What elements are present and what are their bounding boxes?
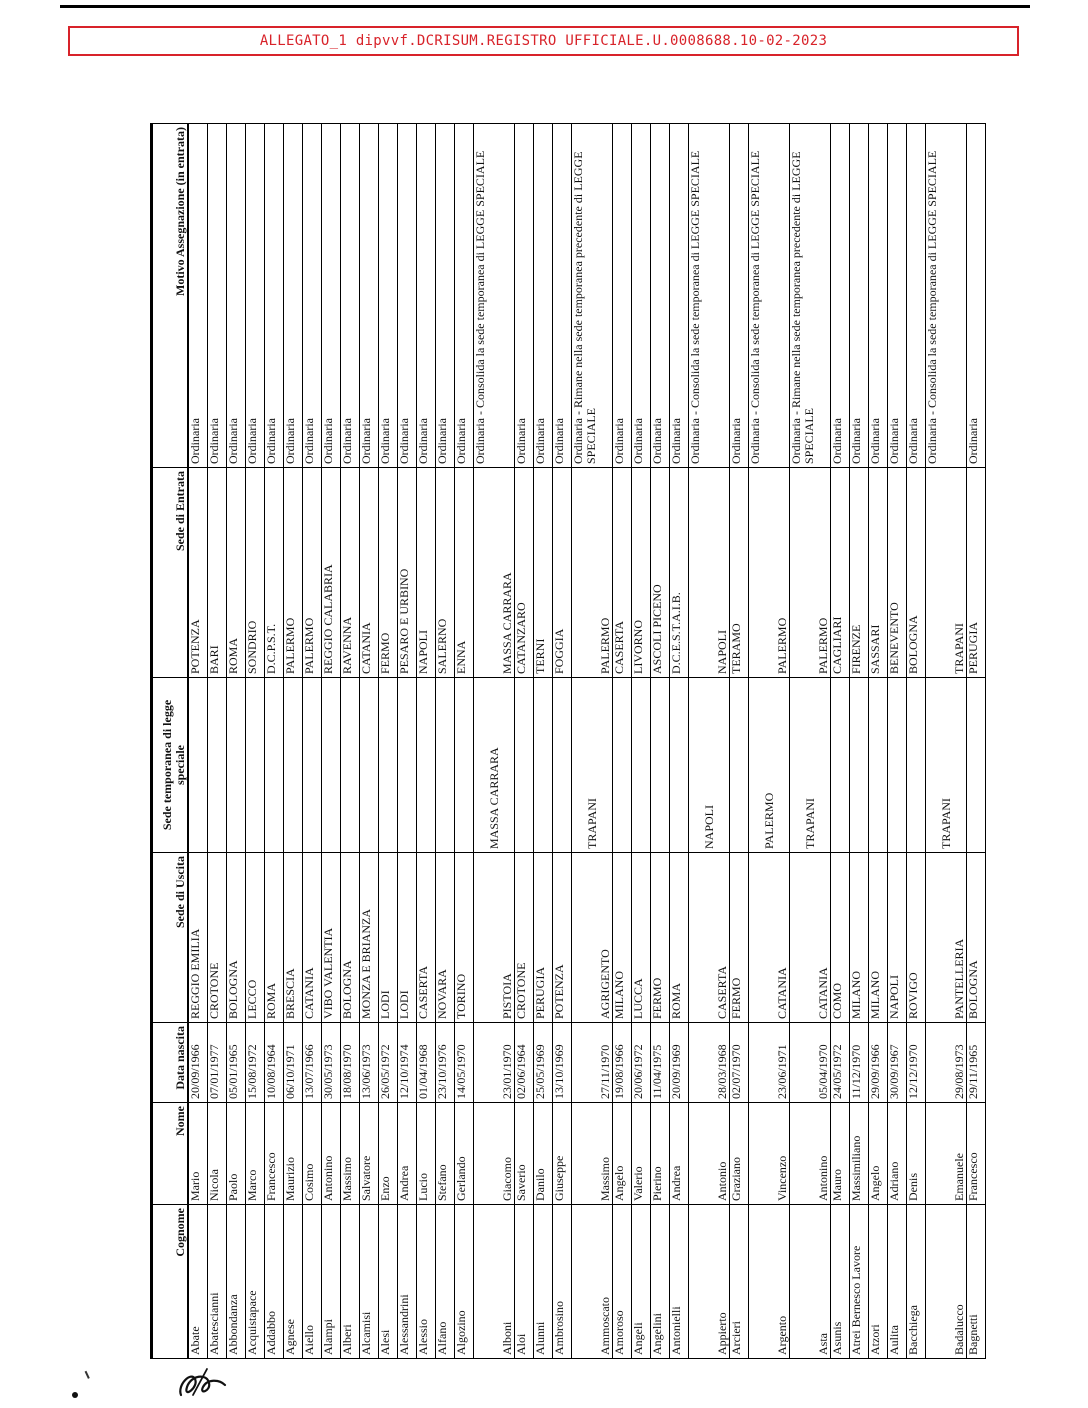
cell-motivo: Ordinaria: [341, 124, 360, 468]
cell-cognome: Bagnetti: [967, 1205, 986, 1359]
table-row: [790, 124, 831, 1359]
table-row: [967, 124, 986, 1359]
cell-sede-temporanea: [284, 678, 303, 853]
cell-data-nascita: 01/04/1968: [417, 1023, 436, 1103]
cell-sede-uscita: POTENZA: [553, 853, 572, 1023]
cell-cognome: Addabbo: [265, 1205, 284, 1359]
cell-sede-entrata: BENEVENTO: [888, 468, 907, 678]
cell-nome: Giuseppe: [553, 1103, 572, 1205]
cell-sede-entrata: CAGLIARI: [831, 468, 850, 678]
table-body: [188, 124, 986, 1359]
cell-motivo: Ordinaria - Consolida la sede temporanea di LEGGE SPECIALE: [749, 124, 790, 468]
cell-sede-temporanea: [208, 678, 227, 853]
cell-data-nascita: 05/01/1965: [227, 1023, 246, 1103]
cell-cognome: Acquistapace: [246, 1205, 265, 1359]
cell-nome: Mario: [188, 1103, 208, 1205]
cell-cognome: Atrei Bernesco Lavore: [850, 1205, 869, 1359]
cell-sede-entrata: RAVENNA: [341, 468, 360, 678]
cell-sede-entrata: PALERMO: [284, 468, 303, 678]
cell-sede-uscita: MILANO: [850, 853, 869, 1023]
table-row: [360, 124, 379, 1359]
cell-data-nascita: 30/09/1967: [888, 1023, 907, 1103]
cell-sede-temporanea: [436, 678, 455, 853]
cell-sede-entrata: POTENZA: [188, 468, 208, 678]
cell-nome: Massimo: [341, 1103, 360, 1205]
cell-sede-temporanea: [850, 678, 869, 853]
cell-sede-uscita: COMO: [831, 853, 850, 1023]
cell-nome: Giacomo: [474, 1103, 515, 1205]
cell-sede-uscita: CROTONE: [208, 853, 227, 1023]
cell-sede-uscita: CASERTA: [417, 853, 436, 1023]
cell-motivo: Ordinaria - Consolida la sede temporanea di LEGGE SPECIALE: [926, 124, 967, 468]
cell-sede-temporanea: [188, 678, 208, 853]
cell-sede-temporanea: [651, 678, 670, 853]
cell-sede-temporanea: [455, 678, 474, 853]
cell-motivo: Ordinaria - Rimane nella sede temporanea precedente di LEGGE SPECIALE: [790, 124, 831, 468]
cell-sede-temporanea: TRAPANI: [572, 678, 613, 853]
cell-sede-uscita: CATANIA: [303, 853, 322, 1023]
cell-motivo: Ordinaria: [379, 124, 398, 468]
cell-motivo: Ordinaria: [850, 124, 869, 468]
cell-motivo: Ordinaria: [208, 124, 227, 468]
cell-sede-entrata: PALERMO: [572, 468, 613, 678]
cell-motivo: Ordinaria - Rimane nella sede temporanea precedente di LEGGE SPECIALE: [572, 124, 613, 468]
cell-nome: Francesco: [265, 1103, 284, 1205]
table-row: [670, 124, 689, 1359]
cell-motivo: Ordinaria: [967, 124, 986, 468]
cell-sede-temporanea: [670, 678, 689, 853]
cell-nome: Antonino: [322, 1103, 341, 1205]
cell-sede-temporanea: [417, 678, 436, 853]
cell-sede-entrata: FOGGIA: [553, 468, 572, 678]
cell-sede-entrata: D.C.P.S.T.: [265, 468, 284, 678]
cell-nome: Paolo: [227, 1103, 246, 1205]
cell-sede-uscita: BOLOGNA: [341, 853, 360, 1023]
cell-motivo: Ordinaria - Consolida la sede temporanea di LEGGE SPECIALE: [474, 124, 515, 468]
cell-cognome: Ambrosino: [553, 1205, 572, 1359]
cell-nome: Francesco: [967, 1103, 986, 1205]
cell-nome: Saverio: [515, 1103, 534, 1205]
cell-sede-entrata: CATANIA: [360, 468, 379, 678]
cell-sede-temporanea: [831, 678, 850, 853]
scan-mark: [72, 1392, 78, 1398]
cell-data-nascita: 29/08/1973: [926, 1023, 967, 1103]
cell-data-nascita: 20/09/1969: [670, 1023, 689, 1103]
signature-icon: [173, 1365, 233, 1403]
cell-sede-temporanea: [341, 678, 360, 853]
cell-data-nascita: 27/11/1970: [572, 1023, 613, 1103]
cell-data-nascita: 11/04/1975: [651, 1023, 670, 1103]
table-row: [208, 124, 227, 1359]
cell-nome: Valerio: [632, 1103, 651, 1205]
cell-cognome: Alampi: [322, 1205, 341, 1359]
cell-data-nascita: 10/08/1964: [265, 1023, 284, 1103]
cell-cognome: Amoroso: [613, 1205, 632, 1359]
cell-motivo: Ordinaria: [227, 124, 246, 468]
cell-nome: Denis: [907, 1103, 926, 1205]
cell-sede-uscita: MONZA E BRIANZA: [360, 853, 379, 1023]
cell-motivo: Ordinaria: [651, 124, 670, 468]
cell-data-nascita: 15/08/1972: [246, 1023, 265, 1103]
cell-motivo: Ordinaria: [553, 124, 572, 468]
cell-sede-entrata: D.C.E.S.T.A.I.B.: [670, 468, 689, 678]
col-header-motivo: Motivo Assegnazione (in entrata): [152, 124, 189, 468]
cell-sede-entrata: PALERMO: [790, 468, 831, 678]
cell-sede-entrata: NAPOLI: [417, 468, 436, 678]
cell-nome: Massimo: [572, 1103, 613, 1205]
cell-sede-temporanea: [907, 678, 926, 853]
cell-nome: Antonino: [790, 1103, 831, 1205]
col-header-data-nascita: Data nascita: [152, 1023, 189, 1103]
cell-motivo: Ordinaria: [188, 124, 208, 468]
cell-sede-temporanea: [632, 678, 651, 853]
cell-cognome: Alcamisi: [360, 1205, 379, 1359]
cell-cognome: Abate: [188, 1205, 208, 1359]
cell-nome: Angelo: [613, 1103, 632, 1205]
cell-motivo: Ordinaria: [246, 124, 265, 468]
cell-sede-temporanea: [553, 678, 572, 853]
cell-sede-temporanea: TRAPANI: [926, 678, 967, 853]
cell-sede-uscita: PANTELLERIA: [926, 853, 967, 1023]
cell-data-nascita: 07/01/1977: [208, 1023, 227, 1103]
cell-cognome: Ammoscato: [572, 1205, 613, 1359]
cell-sede-temporanea: [967, 678, 986, 853]
cell-motivo: Ordinaria: [730, 124, 749, 468]
cell-data-nascita: 29/11/1965: [967, 1023, 986, 1103]
table-row: [515, 124, 534, 1359]
cell-nome: Graziano: [730, 1103, 749, 1205]
cell-sede-entrata: CASERTA: [613, 468, 632, 678]
protocol-text: ALLEGATO_1 dipvvf.DCRISUM.REGISTRO UFFICIALE.U.0008688.10-02-2023: [259, 33, 828, 49]
cell-cognome: Aulita: [888, 1205, 907, 1359]
cell-sede-entrata: TERNI: [534, 468, 553, 678]
table-row: [417, 124, 436, 1359]
col-header-sede-uscita: Sede di Uscita: [152, 853, 189, 1023]
cell-nome: Maurizio: [284, 1103, 303, 1205]
cell-nome: Andrea: [398, 1103, 417, 1205]
cell-cognome: Alesi: [379, 1205, 398, 1359]
table-row: [888, 124, 907, 1359]
cell-data-nascita: 13/07/1966: [303, 1023, 322, 1103]
cell-cognome: Asunis: [831, 1205, 850, 1359]
cell-cognome: Agnese: [284, 1205, 303, 1359]
cell-sede-entrata: FERMO: [379, 468, 398, 678]
cell-sede-uscita: ROMA: [670, 853, 689, 1023]
cell-nome: Stefano: [436, 1103, 455, 1205]
cell-data-nascita: 25/05/1969: [534, 1023, 553, 1103]
cell-sede-temporanea: [379, 678, 398, 853]
cell-cognome: Alessandrini: [398, 1205, 417, 1359]
cell-cognome: Angeli: [632, 1205, 651, 1359]
cell-sede-entrata: ENNA: [455, 468, 474, 678]
table-row: [379, 124, 398, 1359]
cell-data-nascita: 23/10/1976: [436, 1023, 455, 1103]
cell-cognome: Alfano: [436, 1205, 455, 1359]
cell-motivo: Ordinaria: [360, 124, 379, 468]
cell-motivo: Ordinaria: [284, 124, 303, 468]
cell-data-nascita: 23/06/1971: [749, 1023, 790, 1103]
cell-cognome: Alunni: [534, 1205, 553, 1359]
cell-sede-uscita: CATANIA: [790, 853, 831, 1023]
cell-sede-uscita: LUCCA: [632, 853, 651, 1023]
cell-cognome: Alessio: [417, 1205, 436, 1359]
cell-sede-temporanea: PALERMO: [749, 678, 790, 853]
col-header-sede-entrata: Sede di Entrata: [152, 468, 189, 678]
cell-motivo: Ordinaria: [632, 124, 651, 468]
cell-cognome: Asta: [790, 1205, 831, 1359]
cell-sede-temporanea: TRAPANI: [790, 678, 831, 853]
top-rule: [60, 5, 1030, 8]
cell-motivo: Ordinaria: [888, 124, 907, 468]
table-row: [926, 124, 967, 1359]
cell-sede-entrata: TRAPANI: [926, 468, 967, 678]
cell-sede-temporanea: [534, 678, 553, 853]
table-row: [651, 124, 670, 1359]
cell-sede-temporanea: [515, 678, 534, 853]
cell-sede-temporanea: [360, 678, 379, 853]
cell-sede-entrata: BOLOGNA: [907, 468, 926, 678]
cell-data-nascita: 29/09/1966: [869, 1023, 888, 1103]
cell-sede-uscita: LODI: [379, 853, 398, 1023]
cell-sede-entrata: PESARO E URBINO: [398, 468, 417, 678]
table-row: [869, 124, 888, 1359]
cell-cognome: Alberi: [341, 1205, 360, 1359]
cell-sede-uscita: NAPOLI: [888, 853, 907, 1023]
cell-sede-entrata: SONDRIO: [246, 468, 265, 678]
cell-sede-uscita: FERMO: [651, 853, 670, 1023]
cell-cognome: Badalucco: [926, 1205, 967, 1359]
cell-cognome: Argento: [749, 1205, 790, 1359]
cell-sede-uscita: VIBO VALENTIA: [322, 853, 341, 1023]
cell-nome: Pierino: [651, 1103, 670, 1205]
cell-cognome: Arcieri: [730, 1205, 749, 1359]
cell-sede-temporanea: NAPOLI: [689, 678, 730, 853]
cell-nome: Vincenzo: [749, 1103, 790, 1205]
cell-sede-uscita: NOVARA: [436, 853, 455, 1023]
cell-data-nascita: 28/03/1968: [689, 1023, 730, 1103]
cell-sede-uscita: FERMO: [730, 853, 749, 1023]
cell-motivo: Ordinaria: [322, 124, 341, 468]
table-row: [398, 124, 417, 1359]
cell-sede-temporanea: [613, 678, 632, 853]
protocol-stamp: [68, 26, 1019, 56]
cell-sede-entrata: SALERNO: [436, 468, 455, 678]
cell-sede-uscita: REGGIO EMILIA: [188, 853, 208, 1023]
cell-nome: Cosimo: [303, 1103, 322, 1205]
table-header-row: [152, 124, 189, 1359]
cell-cognome: Antonielli: [670, 1205, 689, 1359]
table-row: [436, 124, 455, 1359]
assignment-table: [150, 123, 986, 1359]
cell-sede-uscita: LECCO: [246, 853, 265, 1023]
cell-data-nascita: 13/10/1969: [553, 1023, 572, 1103]
cell-motivo: Ordinaria: [907, 124, 926, 468]
table-row: [632, 124, 651, 1359]
table-row: [341, 124, 360, 1359]
table-row: [227, 124, 246, 1359]
cell-cognome: Aiello: [303, 1205, 322, 1359]
table-row: [322, 124, 341, 1359]
cell-nome: Danilo: [534, 1103, 553, 1205]
cell-data-nascita: 05/04/1970: [790, 1023, 831, 1103]
cell-data-nascita: 11/12/1970: [850, 1023, 869, 1103]
cell-sede-entrata: LIVORNO: [632, 468, 651, 678]
cell-data-nascita: 30/05/1973: [322, 1023, 341, 1103]
cell-nome: Adriano: [888, 1103, 907, 1205]
cell-data-nascita: 24/05/1972: [831, 1023, 850, 1103]
cell-sede-uscita: PISTOIA: [474, 853, 515, 1023]
cell-data-nascita: 19/08/1966: [613, 1023, 632, 1103]
cell-sede-temporanea: [265, 678, 284, 853]
cell-motivo: Ordinaria: [455, 124, 474, 468]
cell-sede-entrata: CATANZARO: [515, 468, 534, 678]
table-row: [474, 124, 515, 1359]
cell-nome: Gerlando: [455, 1103, 474, 1205]
cell-data-nascita: 26/05/1972: [379, 1023, 398, 1103]
cell-motivo: Ordinaria: [515, 124, 534, 468]
cell-motivo: Ordinaria: [670, 124, 689, 468]
scan-tick: [85, 1369, 94, 1379]
table-row: [689, 124, 730, 1359]
col-header-nome: Nome: [152, 1103, 189, 1205]
cell-sede-uscita: MILANO: [613, 853, 632, 1023]
table-row: [553, 124, 572, 1359]
cell-sede-uscita: PERUGIA: [534, 853, 553, 1023]
cell-sede-temporanea: [888, 678, 907, 853]
cell-sede-uscita: MILANO: [869, 853, 888, 1023]
rotated-content: [150, 124, 980, 1359]
cell-sede-temporanea: [303, 678, 322, 853]
cell-nome: Marco: [246, 1103, 265, 1205]
cell-sede-uscita: BOLOGNA: [967, 853, 986, 1023]
cell-sede-uscita: CROTONE: [515, 853, 534, 1023]
table-row: [265, 124, 284, 1359]
cell-data-nascita: 23/01/1970: [474, 1023, 515, 1103]
cell-sede-entrata: FIRENZE: [850, 468, 869, 678]
table-row: [455, 124, 474, 1359]
cell-motivo: Ordinaria: [265, 124, 284, 468]
cell-sede-temporanea: [869, 678, 888, 853]
cell-sede-temporanea: [730, 678, 749, 853]
table-row: [246, 124, 265, 1359]
cell-data-nascita: 02/07/1970: [730, 1023, 749, 1103]
table-row: [303, 124, 322, 1359]
cell-nome: Emanuele: [926, 1103, 967, 1205]
cell-nome: Nicola: [208, 1103, 227, 1205]
cell-sede-entrata: PALERMO: [749, 468, 790, 678]
cell-data-nascita: 14/05/1970: [455, 1023, 474, 1103]
cell-motivo: Ordinaria: [303, 124, 322, 468]
cell-sede-temporanea: [322, 678, 341, 853]
cell-data-nascita: 06/10/1971: [284, 1023, 303, 1103]
cell-sede-uscita: BRESCIA: [284, 853, 303, 1023]
cell-cognome: Aloi: [515, 1205, 534, 1359]
cell-sede-temporanea: MASSA CARRARA: [474, 678, 515, 853]
cell-sede-entrata: PALERMO: [303, 468, 322, 678]
cell-nome: Andrea: [670, 1103, 689, 1205]
cell-sede-temporanea: [246, 678, 265, 853]
table-row: [613, 124, 632, 1359]
cell-sede-temporanea: [227, 678, 246, 853]
cell-sede-entrata: PERUGIA: [967, 468, 986, 678]
cell-sede-entrata: MASSA CARRARA: [474, 468, 515, 678]
cell-motivo: Ordinaria: [398, 124, 417, 468]
cell-nome: Angelo: [869, 1103, 888, 1205]
table-row: [850, 124, 869, 1359]
cell-nome: Mauro: [831, 1103, 850, 1205]
cell-nome: Enzo: [379, 1103, 398, 1205]
cell-cognome: Alboni: [474, 1205, 515, 1359]
cell-motivo: Ordinaria: [436, 124, 455, 468]
cell-sede-uscita: LODI: [398, 853, 417, 1023]
table-row: [284, 124, 303, 1359]
cell-data-nascita: 13/06/1973: [360, 1023, 379, 1103]
cell-cognome: Appierto: [689, 1205, 730, 1359]
cell-motivo: Ordinaria: [417, 124, 436, 468]
cell-cognome: Atzori: [869, 1205, 888, 1359]
cell-motivo: Ordinaria - Consolida la sede temporanea di LEGGE SPECIALE: [689, 124, 730, 468]
table-row: [534, 124, 553, 1359]
cell-data-nascita: 18/08/1970: [341, 1023, 360, 1103]
cell-sede-entrata: SASSARI: [869, 468, 888, 678]
table-row: [188, 124, 208, 1359]
table-row: [831, 124, 850, 1359]
col-header-cognome: Cognome: [152, 1205, 189, 1359]
cell-motivo: Ordinaria: [534, 124, 553, 468]
cell-sede-uscita: BOLOGNA: [227, 853, 246, 1023]
cell-cognome: Abbondanza: [227, 1205, 246, 1359]
cell-sede-uscita: CATANIA: [749, 853, 790, 1023]
cell-sede-entrata: ASCOLI PICENO: [651, 468, 670, 678]
cell-data-nascita: 12/10/1974: [398, 1023, 417, 1103]
cell-sede-entrata: ROMA: [227, 468, 246, 678]
table-row: [907, 124, 926, 1359]
cell-data-nascita: 12/12/1970: [907, 1023, 926, 1103]
cell-sede-uscita: ROVIGO: [907, 853, 926, 1023]
cell-sede-uscita: AGRIGENTO: [572, 853, 613, 1023]
cell-nome: Lucio: [417, 1103, 436, 1205]
col-header-sede-temporanea: Sede temporanea di legge speciale: [152, 678, 189, 853]
cell-nome: Salvatore: [360, 1103, 379, 1205]
cell-data-nascita: 02/06/1964: [515, 1023, 534, 1103]
cell-data-nascita: 20/06/1972: [632, 1023, 651, 1103]
cell-motivo: Ordinaria: [613, 124, 632, 468]
cell-sede-entrata: REGGIO CALABRIA: [322, 468, 341, 678]
cell-sede-entrata: TERAMO: [730, 468, 749, 678]
cell-motivo: Ordinaria: [831, 124, 850, 468]
cell-cognome: Bacchiega: [907, 1205, 926, 1359]
cell-cognome: Abatescianni: [208, 1205, 227, 1359]
cell-sede-uscita: TORINO: [455, 853, 474, 1023]
cell-motivo: Ordinaria: [869, 124, 888, 468]
cell-sede-entrata: NAPOLI: [689, 468, 730, 678]
table-row: [749, 124, 790, 1359]
cell-sede-entrata: BARI: [208, 468, 227, 678]
cell-nome: Massimiliano: [850, 1103, 869, 1205]
table-row: [730, 124, 749, 1359]
rotated-page: [150, 124, 980, 1359]
cell-cognome: Angelini: [651, 1205, 670, 1359]
cell-data-nascita: 20/09/1966: [188, 1023, 208, 1103]
table-row: [572, 124, 613, 1359]
cell-cognome: Algozino: [455, 1205, 474, 1359]
cell-sede-temporanea: [398, 678, 417, 853]
cell-sede-uscita: CASERTA: [689, 853, 730, 1023]
cell-sede-uscita: ROMA: [265, 853, 284, 1023]
cell-nome: Antonio: [689, 1103, 730, 1205]
